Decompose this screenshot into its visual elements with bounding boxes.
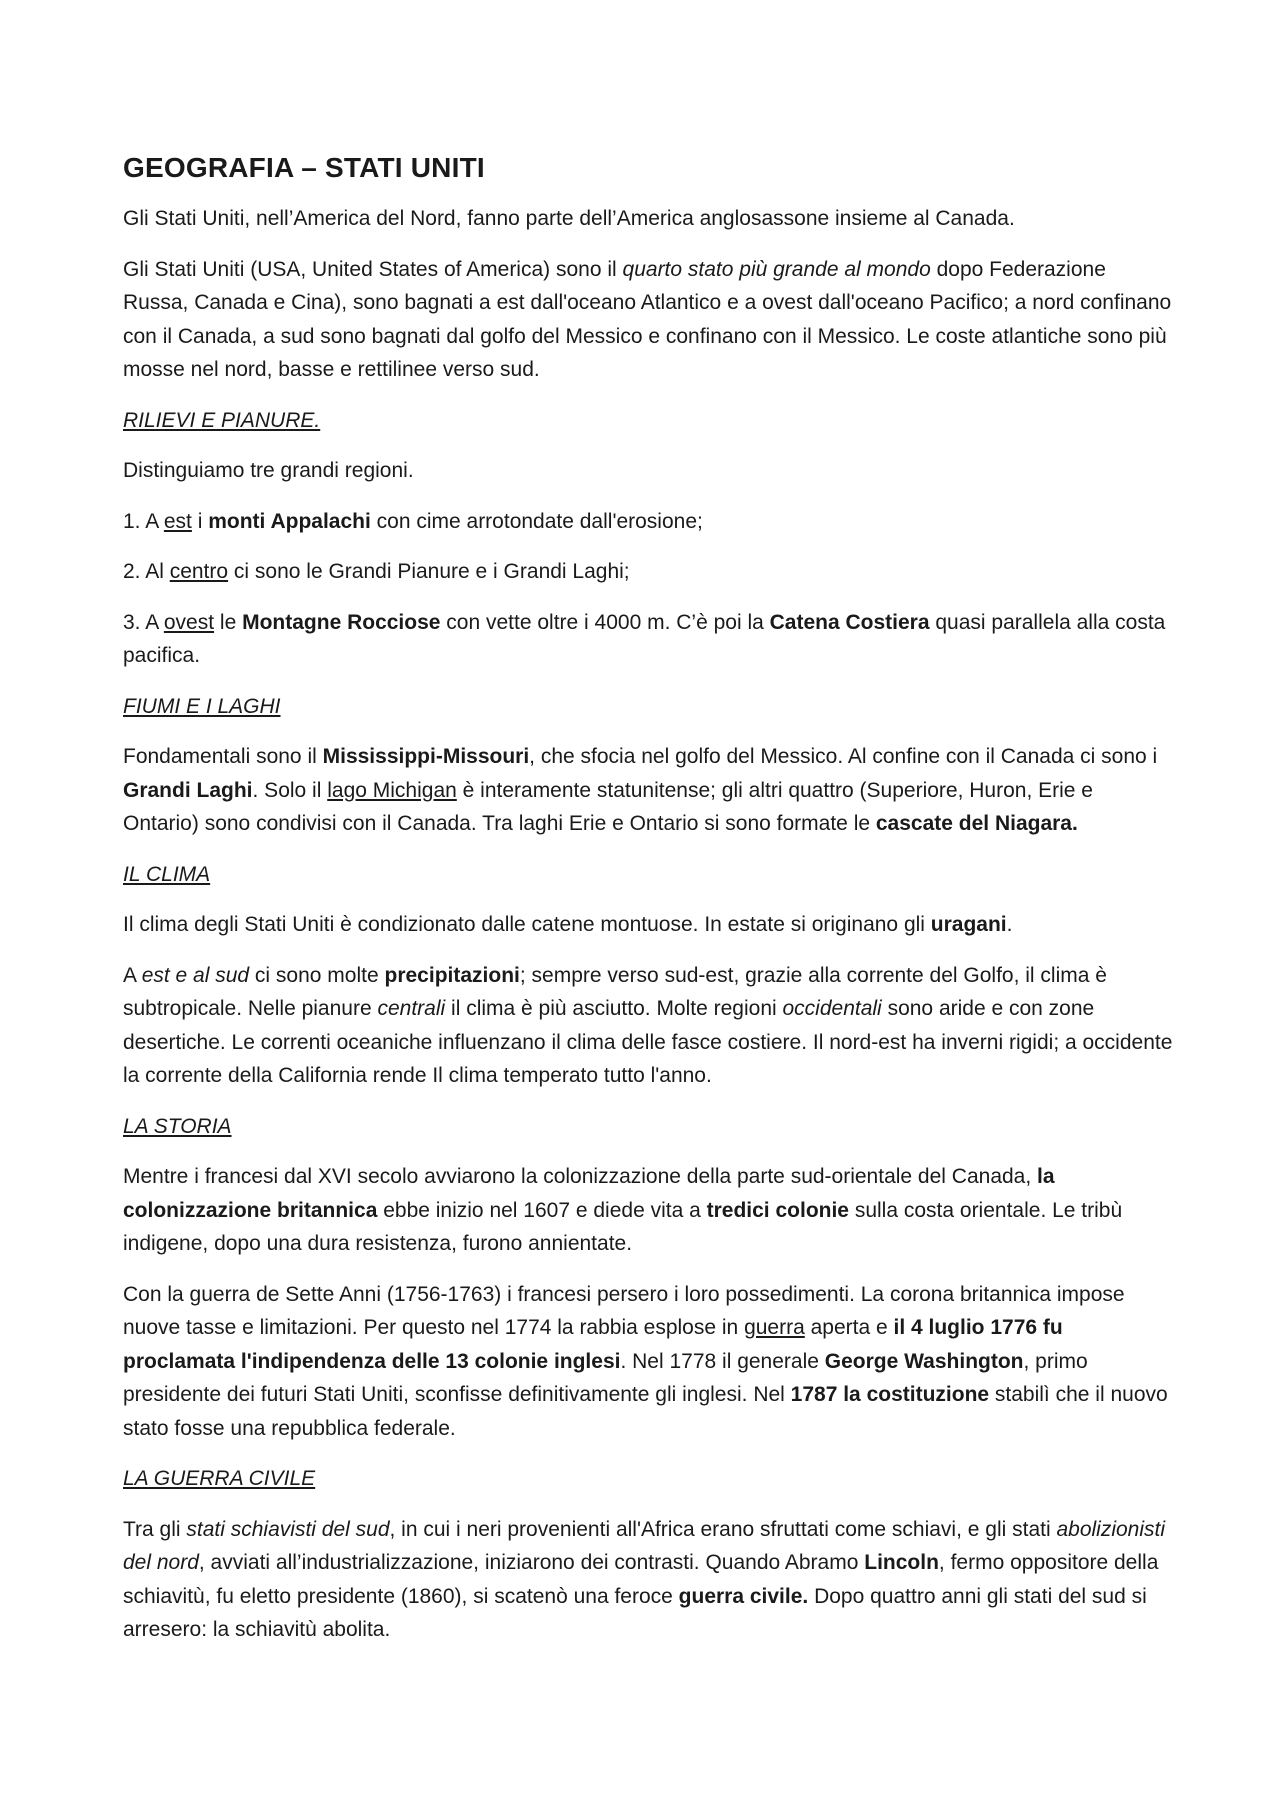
italic-run: centrali (377, 997, 446, 1020)
intro-paragraph-1: Gli Stati Uniti, nell’America del Nord, fanno parte dell’America anglosassone insieme al Canada. (123, 207, 1015, 230)
text-run: ; sempre verso sud-est, grazie alla corrente del Golfo, il clima è subtropicale. Nelle pianure (123, 963, 1107, 1020)
bold-run: cascate del Niagara. (875, 812, 1078, 835)
section-heading-storia: LA STORIA (123, 1114, 232, 1138)
bold-run: precipitazioni (384, 963, 520, 987)
text-run: 3. A (123, 610, 164, 634)
text-run: . Solo il (252, 778, 328, 802)
bold-run: Mississippi-Missouri (322, 745, 530, 768)
text-run: il clima è più asciutto. Molte regioni (445, 997, 783, 1020)
text-run: dopo Federazione Russa, Canada e Cina), sono bagnati a est dall'oceano Atlantico e a ovest dall'oceano Pacifico; a nord confinano con il Canada, a sud sono bagnati dal golfo del Messico e confinano con il Messico. Le coste atlantiche sono più mosse nel nord, basse e rettilinee verso sud. (123, 257, 1172, 381)
bold-run: tredici colonie (706, 1198, 849, 1222)
clima-paragraph-1 (123, 908, 1173, 942)
section-heading-clima: IL CLIMA (123, 862, 211, 886)
text-run: Gli Stati Uniti (USA, United States of America) sono il (123, 257, 623, 281)
section-heading-fiumi: FIUMI E I LAGHI (123, 694, 281, 718)
italic-run: stati schiavisti del sud (186, 1517, 390, 1541)
bold-run: 1787 la costituzione (790, 1383, 990, 1406)
bold-run: Lincoln (864, 1551, 939, 1574)
text-run: , avviati all’industrializzazione, iniziarono dei contrasti. Quando Abramo (198, 1551, 865, 1574)
italic-run: est e al sud (141, 963, 250, 987)
text-run: aperta e (804, 1316, 894, 1339)
text-run: sulla costa orientale. Le tribù indigene, dopo una dura resistenza, furono annientate. (123, 1198, 1123, 1255)
text-run: con cime arrotondate dall'erosione; (370, 509, 703, 533)
underline-run: centro (169, 560, 229, 583)
underline-run: est (163, 509, 192, 533)
text-run: stabilì che il nuovo stato fosse una repubblica federale. (123, 1383, 1168, 1440)
text-run: , che sfocia nel golfo del Messico. Al confine con il Canada ci sono i (529, 745, 1158, 768)
underline-run: guerra (744, 1316, 805, 1339)
rilievi-paragraph: Distinguiamo tre grandi regioni. (123, 459, 414, 482)
text-run: Il clima degli Stati Uniti è condizionato dalle catene montuose. In estate si originano gli (123, 913, 931, 936)
bold-run: Montagne Rocciose (242, 610, 441, 634)
text-run: , fermo oppositore della schiavitù, fu eletto presidente (1860), si scatenò una feroce (123, 1551, 1159, 1608)
bold-run: guerra civile. (678, 1584, 809, 1608)
text-run: Fondamentali sono il (123, 745, 323, 768)
text-run: 1. A (123, 509, 164, 533)
storia-paragraph-1 (123, 1160, 1173, 1261)
intro-paragraph-2 (123, 253, 1173, 387)
text-run: ci sono le Grandi Pianure e i Grandi Laghi; (228, 560, 630, 583)
guerra-paragraph (123, 1513, 1173, 1647)
rilievi-item-2 (123, 555, 1173, 589)
text-run: . Nel 1778 il generale (620, 1349, 825, 1373)
rilievi-item-1 (123, 505, 1173, 539)
storia-paragraph-2 (123, 1278, 1173, 1446)
italic-run: quarto stato più grande al mondo (622, 257, 931, 281)
underline-run: ovest (163, 610, 215, 634)
bold-run: la colonizzazione britannica (123, 1165, 1055, 1222)
text-run: Dopo quattro anni gli stati del sud si arresero: la schiavitù abolita. (123, 1584, 1147, 1641)
text-run: Con la guerra de Sette Anni (1756-1763) i francesi persero i loro possedimenti. La corona britannica impose nuove tasse e limitazioni. Per questo nel 1774 la rabbia esplose in (123, 1282, 1125, 1339)
underline-run: lago Michigan (327, 778, 457, 802)
text-run: , primo presidente dei futuri Stati Uniti, sconfisse definitivamente gli inglesi. Nel (123, 1349, 1088, 1406)
bold-run: George Washington (824, 1349, 1024, 1373)
text-run: le (214, 610, 243, 634)
text-run: . (1006, 913, 1013, 936)
text-run: ebbe inizio nel 1607 e diede vita a (377, 1198, 707, 1222)
text-run: ci sono molte (249, 963, 385, 987)
text-run: i (191, 509, 209, 533)
bold-run: monti Appalachi (208, 509, 371, 533)
text-run: , in cui i neri provenienti all'Africa erano sfruttati come schiavi, e gli stati (389, 1517, 1057, 1541)
bold-run: Grandi Laghi (123, 778, 253, 802)
text-run: Mentre i francesi dal XVI secolo avviarono la colonizzazione della parte sud-orientale del Canada, (123, 1165, 1038, 1188)
bold-run: il 4 luglio 1776 fu proclamata l'indipendenza delle 13 colonie inglesi (123, 1316, 1063, 1373)
text-run: A (123, 963, 142, 987)
italic-run: occidentali (782, 997, 882, 1020)
bold-run: uragani (930, 913, 1007, 936)
text-run: sono aride e con zone desertiche. Le correnti oceaniche influenzano il clima delle fasce costiere. Il nord-est ha inverni rigidi; a occidente la corrente della California rende Il clima temperato tutto l'anno. (123, 997, 1173, 1087)
fiumi-paragraph (123, 740, 1173, 841)
bold-run: Catena Costiera (769, 610, 930, 634)
text-run: con vette oltre i 4000 m. C’è poi la (440, 610, 770, 634)
text-run: 2. Al (123, 560, 170, 583)
clima-paragraph-2 (123, 959, 1173, 1093)
section-heading-rilievi: RILIEVI E PIANURE. (123, 408, 321, 432)
italic-run: abolizionisti del nord (123, 1517, 1166, 1574)
document-page (123, 150, 1173, 1664)
rilievi-item-3 (123, 606, 1173, 673)
document-title: GEOGRAFIA – STATI UNITI (123, 152, 485, 183)
text-run: è interamente statunitense; gli altri quattro (Superiore, Huron, Erie e Ontario) sono condivisi con il Canada. Tra laghi Erie e Ontario si sono formate le (123, 778, 1093, 835)
section-heading-guerra-civile: LA GUERRA CIVILE (123, 1467, 316, 1490)
text-run: Tra gli (123, 1517, 187, 1541)
text-run: quasi parallela alla costa pacifica. (123, 610, 1166, 667)
